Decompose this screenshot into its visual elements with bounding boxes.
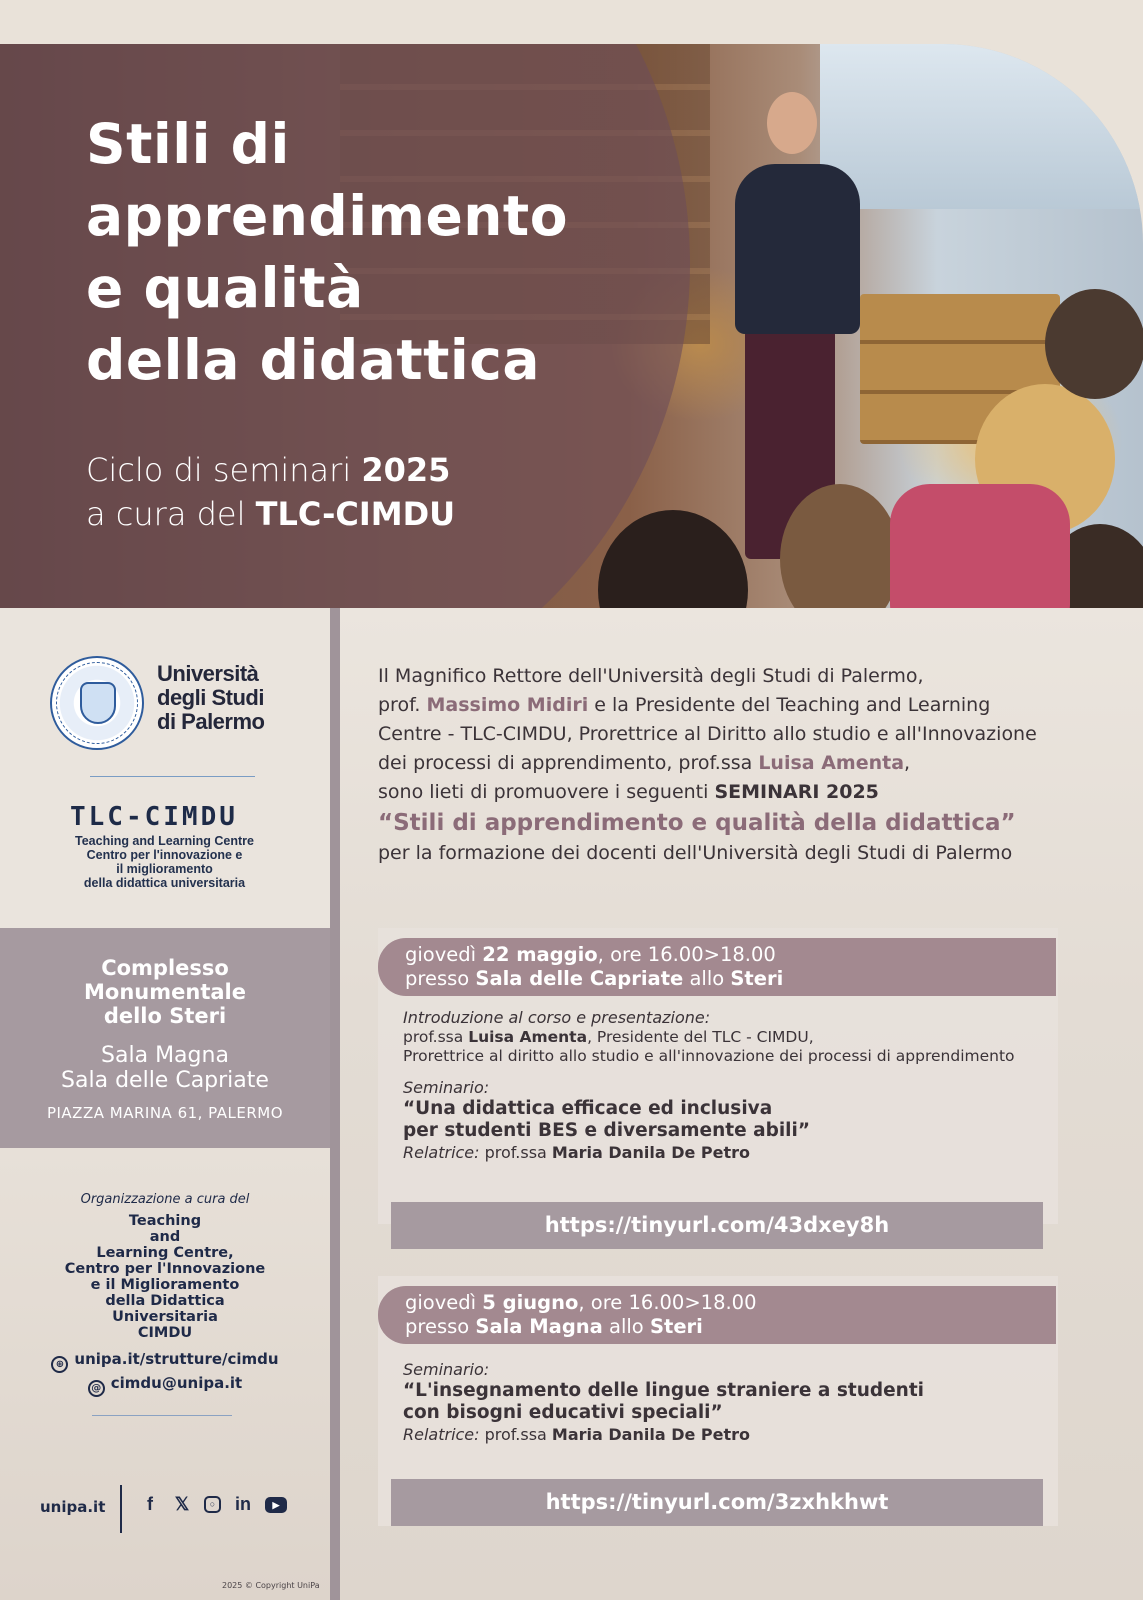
facebook-icon[interactable]: f <box>147 1494 153 1514</box>
x-icon[interactable]: 𝕏 <box>174 1494 190 1514</box>
university-name-line: di Palermo <box>157 709 265 734</box>
venue-name <box>0 956 330 1028</box>
footer-separator <box>120 1485 122 1533</box>
organization-name <box>0 1213 330 1341</box>
university-name <box>157 662 327 734</box>
event-time: , ore 16.00>18.00 <box>597 943 776 966</box>
intro-text-part: e la Presidente del Teaching and Learning <box>588 694 991 716</box>
university-name-line: degli Studi <box>157 685 264 710</box>
intro-speaker-role: , Presidente del TLC - CIMDU, <box>587 1028 814 1046</box>
intro-line: Il Magnifico Rettore dell'Università degli Studi di Palermo, <box>378 665 924 687</box>
event-site: Steri <box>649 1315 703 1338</box>
speaker-line <box>403 1424 1043 1446</box>
event-place-pre: presso <box>405 967 476 990</box>
organization-line: Centro per l'Innovazione <box>64 1261 266 1277</box>
email-icon: @ <box>88 1380 105 1397</box>
intro-line <box>378 749 1078 778</box>
poster-title <box>86 108 646 396</box>
intro-speaker-name: Luisa Amenta <box>468 1028 588 1046</box>
divider <box>92 1415 232 1416</box>
event-header <box>378 1286 1056 1344</box>
organization-line: e il Miglioramento <box>90 1277 240 1293</box>
linkedin-icon[interactable]: in <box>235 1494 251 1514</box>
event-link[interactable]: https://tinyurl.com/3zxhkhwt <box>391 1479 1043 1526</box>
venue-room: Sala Magna <box>101 1043 229 1068</box>
speaker-title: prof.ssa <box>479 1425 552 1444</box>
rector-name: Massimo Midiri <box>426 694 589 716</box>
email-text: cimdu@unipa.it <box>110 1374 243 1392</box>
event-date-line <box>405 1291 1056 1315</box>
event-place-pre: presso <box>405 1315 476 1338</box>
poster-subtitle <box>86 448 455 536</box>
intro-line <box>378 691 1078 720</box>
seminar-title-line: con bisogni educativi speciali” <box>403 1402 723 1423</box>
event-room: Sala delle Capriate <box>475 967 684 990</box>
subtitle-org: TLC-CIMDU <box>255 495 456 533</box>
divider <box>90 776 255 777</box>
event-place-mid: allo <box>602 1315 650 1338</box>
event-date: 22 maggio <box>482 943 598 966</box>
audience-shirt <box>890 484 1070 608</box>
speaker-title: prof.ssa <box>479 1143 552 1162</box>
website-link[interactable] <box>0 1350 330 1373</box>
event-date-line <box>405 943 1056 967</box>
organization-line: Learning Centre, <box>96 1245 234 1261</box>
tlc-logo: TLC-CIMDU <box>70 802 238 832</box>
speaker-head <box>767 92 817 154</box>
subtitle-year: 2025 <box>361 451 451 489</box>
organization-line: Universitaria <box>112 1309 218 1325</box>
venue-name-line: dello Steri <box>103 1004 227 1028</box>
event-body <box>403 1360 1043 1446</box>
youtube-icon[interactable]: ▶ <box>265 1497 287 1513</box>
intro-line <box>378 778 1078 807</box>
organization-line: CIMDU <box>137 1325 193 1341</box>
intro-text <box>378 662 1078 868</box>
speaker-body <box>735 164 860 334</box>
event-day: giovedì <box>405 943 483 966</box>
subtitle-text: a cura del <box>86 495 256 533</box>
seminar-title-line: “Una didattica efficace ed inclusiva <box>403 1098 773 1119</box>
event-place-mid: allo <box>683 967 731 990</box>
seminar-series-title: “Stili di apprendimento e qualità della didattica” <box>378 810 1016 836</box>
event-day: giovedì <box>405 1291 483 1314</box>
tlc-line: della didattica universitaria <box>83 876 246 890</box>
organization-line: and <box>149 1229 181 1245</box>
university-name-line: Università <box>157 661 259 686</box>
intro-speaker-role2: Prorettrice al diritto allo studio e all'innovazione dei processi di apprendimento <box>403 1047 1015 1065</box>
subtitle-text: Ciclo di seminari <box>86 451 362 489</box>
speaker-name: Maria Danila De Petro <box>551 1143 750 1162</box>
intro-line: per la formazione dei docenti dell'Università degli Studi di Palermo <box>378 842 1013 864</box>
venue-panel <box>0 928 330 1148</box>
website-text: unipa.it/strutture/cimdu <box>74 1350 279 1368</box>
speaker-name: Maria Danila De Petro <box>551 1425 750 1444</box>
audience-head <box>598 510 748 608</box>
intro-text-part: prof. <box>378 694 427 716</box>
intro-line: Centre - TLC-CIMDU, Prorettrice al Diritto allo studio e all'Innovazione <box>378 723 1037 745</box>
tlc-line: il miglioramento <box>116 862 213 876</box>
organization-intro: Organizzazione a cura del <box>80 1192 250 1207</box>
globe-icon: ⊕ <box>51 1356 68 1373</box>
speaker-label: Relatrice: <box>403 1425 480 1444</box>
president-name: Luisa Amenta <box>758 752 905 774</box>
copyright: 2025 © Copyright UniPa <box>222 1581 320 1590</box>
instagram-icon[interactable]: ○ <box>204 1496 221 1513</box>
audience-head <box>1045 289 1143 399</box>
speaker-label: Relatrice: <box>403 1143 480 1162</box>
venue-address: PIAZZA MARINA 61, PALERMO <box>46 1104 284 1122</box>
title-line: Stili di <box>86 112 290 176</box>
event-body <box>403 1008 1043 1164</box>
seminar-label: Seminario: <box>403 1078 490 1097</box>
event-place-line <box>405 967 1056 991</box>
venue-rooms <box>0 1043 330 1093</box>
unipa-site-link[interactable]: unipa.it <box>40 1498 106 1516</box>
event-time: , ore 16.00>18.00 <box>578 1291 757 1314</box>
title-line: apprendimento <box>86 184 569 248</box>
email-link[interactable] <box>0 1374 330 1397</box>
event-header <box>378 938 1056 996</box>
seminars-label: SEMINARI 2025 <box>714 781 879 803</box>
event-place-line <box>405 1315 1056 1339</box>
speaker-line <box>403 1142 1043 1164</box>
seal-shield <box>80 682 116 724</box>
intro-speaker-pre: prof.ssa <box>403 1028 469 1046</box>
venue-name-line: Monumentale <box>84 980 246 1004</box>
organization-line: Teaching <box>128 1213 202 1229</box>
column-divider <box>330 608 340 1600</box>
event-room: Sala Magna <box>475 1315 603 1338</box>
intro-speaker <box>403 1028 1043 1047</box>
tlc-description <box>62 834 267 890</box>
intro-label: Introduzione al corso e presentazione: <box>403 1008 711 1027</box>
intro-text-part: , <box>904 752 911 774</box>
event-card <box>378 928 1058 1224</box>
title-line: della didattica <box>86 328 540 392</box>
seminar-label: Seminario: <box>403 1360 490 1379</box>
seminar-title-line: per studenti BES e diversamente abili” <box>403 1120 810 1141</box>
projection-screen <box>820 44 1143 209</box>
tlc-line: Teaching and Learning Centre <box>75 834 254 848</box>
social-links <box>140 1494 287 1515</box>
tlc-line: Centro per l'innovazione e <box>86 848 243 862</box>
title-line: e qualità <box>86 256 364 320</box>
intro-text-part: dei processi di apprendimento, prof.ssa <box>378 752 759 774</box>
university-seal-icon <box>50 656 144 750</box>
seminar-title-line: “L'insegnamento delle lingue straniere a studenti <box>403 1380 925 1401</box>
intro-text-part: sono lieti di promuovere i seguenti <box>378 781 715 803</box>
venue-room: Sala delle Capriate <box>61 1068 269 1093</box>
venue-name-line: Complesso <box>101 956 229 980</box>
organization-line: della Didattica <box>105 1293 225 1309</box>
event-link[interactable]: https://tinyurl.com/43dxey8h <box>391 1202 1043 1249</box>
event-date: 5 giugno <box>482 1291 579 1314</box>
hero-banner <box>0 44 1143 608</box>
event-site: Steri <box>730 967 784 990</box>
